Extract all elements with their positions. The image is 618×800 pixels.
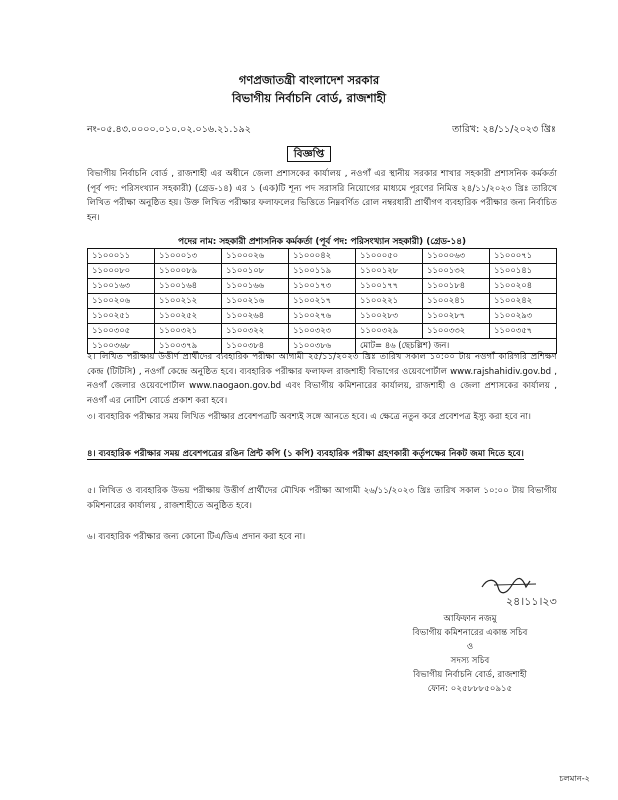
roll-cell: ১১০০২০৬ <box>88 294 155 309</box>
roll-cell: ১১০০০৮৯ <box>155 264 222 279</box>
roll-cell: ১১০০০৬৩ <box>423 249 490 264</box>
roll-cell: ১১০০৩২৩ <box>289 324 356 339</box>
roll-cell: ১১০০১৩২ <box>423 264 490 279</box>
signatory-phone: ফোন: ০২৫৮৮৮৫০৯১৫ <box>427 684 513 694</box>
roll-cell: ১১০০২২১ <box>356 294 423 309</box>
signatory-office: বিভাগীয় নির্বাচনি বোর্ড, রাজশাহী <box>413 670 527 680</box>
table-row <box>88 264 557 279</box>
roll-cell: ১১০০০৫০ <box>356 249 423 264</box>
signature-date: ২৪।১১।২৩ <box>506 595 557 608</box>
roll-cell: ১১০০১৪১ <box>490 264 557 279</box>
table-row <box>88 249 557 264</box>
roll-cell: ১১০০২১৭ <box>289 294 356 309</box>
signatory-conjunction: ও <box>466 642 474 652</box>
roll-cell: ১১০০১৭৭ <box>356 279 423 294</box>
memo-number: নং-০৫.৪৩.০০০০.০১০.০২.০১৬.২১.১৯২ <box>87 124 251 135</box>
roll-cell: ১১০০২৬৪ <box>222 309 289 324</box>
roll-cell: ১১০০৩৮৬ <box>289 339 356 354</box>
roll-cell: ১১০০৩২৯ <box>356 324 423 339</box>
roll-cell: ১১০০১৬৪ <box>155 279 222 294</box>
roll-cell: ১১০০২৭৬ <box>289 309 356 324</box>
paragraph-4 <box>87 447 557 462</box>
roll-cell: ১১০০৩৫৭ <box>490 324 557 339</box>
roll-cell: ১১০০২৮৭ <box>423 309 490 324</box>
signatory-designation-2: সদস্য সচিব <box>450 656 490 666</box>
paragraph-6: ৬। ব্যবহারিক পরীক্ষার জন্য কোনো টিএ/ডিএ প্রদান করা হবে না। <box>87 532 306 542</box>
roll-cell: ১১০০১৮৪ <box>423 279 490 294</box>
notice-date: তারিখ: ২৪/১১/২০২৩ খ্রিঃ <box>452 124 556 135</box>
paragraph-3: ৩। ব্যবহারিক পরীক্ষার সময় লিখিত পরীক্ষার প্রবেশপত্রটি অবশ্যই সঙ্গে আনতে হবে। এ ক্ষেত্রে নতুন করে প্রবেশপত্র ইস্যু করা হবে না। <box>87 412 532 422</box>
roll-cell: ১১০০২০৪ <box>490 279 557 294</box>
roll-cell: ১১০০০৮০ <box>88 264 155 279</box>
notice-title-text: বিজ্ঞপ্তি <box>287 146 332 162</box>
signatory-designation: বিভাগীয় কমিশনারের একান্ত সচিব <box>412 628 528 638</box>
paragraph-2: ২। লিখিত পরীক্ষায় উত্তীর্ণ প্রার্থীদের ব্যবহারিক পরীক্ষা আগামী ২৫/১১/২০২৩ খ্রিঃ তারিখ সকাল ১০:০০ টায় নওগাঁ কারিগরি প্রশিক্ষণ কেন্দ্র (টিটিসি) , নওগাঁ কেন্দ্রে অনুষ্ঠিত হবে। ব্যবহারিক পরীক্ষার ফলাফল রাজশাহী বিভাগের ওয়েবপোর্টাল www.rajshahidiv.gov.bd , নওগাঁ জেলার ওয়েবপোর্টাল www.naogaon.gov.bd এবং বিভাগীয় কমিশনারের কার্যালয়, রাজশাহী ও জেলা প্রশাসকের কার্যালয় , নওগাঁ এর নোটিশ বোর্ডে প্রকাশ করা হবে। <box>87 352 557 406</box>
paragraph-5: ৫। লিখিত ও ব্যবহারিক উভয় পরীক্ষায় উত্তীর্ণ প্রার্থীদের মৌখিক পরীক্ষা আগামী ২৬/১১/২০২৩ খ্রিঃ তারিখ সকাল ১০:০০ টায় বিভাগীয় কমিশনারের কার্যালয় , রাজশাহীতে অনুষ্ঠিত হবে। <box>87 486 557 511</box>
board-header: বিভাগীয় নির্বাচনি বোর্ড, রাজশাহী <box>231 91 387 105</box>
roll-cell: ১১০০১৭৩ <box>289 279 356 294</box>
roll-cell: ১১০০০৭১ <box>490 249 557 264</box>
roll-cell: ১১০০১৬৩ <box>88 279 155 294</box>
roll-cell: ১১০০১০৮ <box>222 264 289 279</box>
roll-cell: ১১০০১৬৬ <box>222 279 289 294</box>
roll-cell: ১১০০৩৬৮ <box>88 339 155 354</box>
handwritten-signature <box>476 575 566 609</box>
roll-cell: ১১০০২৪১ <box>423 294 490 309</box>
roll-cell: ১১০০২৮৩ <box>356 309 423 324</box>
roll-cell: ১১০০১১৯ <box>289 264 356 279</box>
roll-cell: ১১০০০৪২ <box>289 249 356 264</box>
signatory-name: আফিফান নজমু <box>443 614 497 624</box>
roll-cell: ১১০০৩৩২ <box>423 324 490 339</box>
signature-block <box>380 612 560 696</box>
paragraph-4-text: ৪। ব্যবহারিক পরীক্ষার সময় প্রবেশপত্রের রঙিন প্রিন্ট কপি (১ কপি) ব্যবহারিক পরীক্ষা গ্রহণকারী কর্তৃপক্ষের নিকট জমা দিতে হবে। <box>87 449 524 459</box>
roll-cell: ১১০০০১৩ <box>155 249 222 264</box>
roll-cell: ১১০০২৪২ <box>490 294 557 309</box>
roll-cell: ১১০০০১১ <box>88 249 155 264</box>
roll-cell: ১১০০৩২১ <box>155 324 222 339</box>
notice-title <box>0 147 618 164</box>
roll-cell: ১১০০৩০৫ <box>88 324 155 339</box>
roll-number-table <box>87 248 557 354</box>
roll-cell: ১১০০২৫২ <box>155 309 222 324</box>
paragraph-1: বিভাগীয় নির্বাচনি বোর্ড , রাজশাহী এর অধীনে জেলা প্রশাসকের কার্যালয় , নওগাঁ এর স্থানীয় সরকার শাখার সহকারী প্রশাসনিক কর্মকর্তা (পূর্ব পদ: পরিসংখ্যান সহকারী) (গ্রেড-১৪) এর ১ (এক)টি শূন্য পদ সরাসরি নিয়োগের মাধ্যমে পূরণের নিমিত্ত ২৪/১১/২০২৩ খ্রিঃ তারিখে লিখিত পরীক্ষা অনুষ্ঠিত হয়। উক্ত লিখিত পরীক্ষার ফলাফলের ভিত্তিতে নিম্নবর্ণিত রোল নম্বরধারী প্রার্থীগণ ব্যবহারিক পরীক্ষার জন্য নির্বাচিত হন। <box>87 169 557 223</box>
roll-cell: ১১০০২৯৩ <box>490 309 557 324</box>
table-row <box>88 279 557 294</box>
govt-header: গণপ্রজাতন্ত্রী বাংলাদেশ সরকার <box>238 73 380 87</box>
roll-total-cell: মোট= ৪৬ (ছেচল্লিশ) জন। <box>356 339 557 354</box>
roll-cell: ১১০০৩৮৪ <box>222 339 289 354</box>
roll-cell: ১১০০০২৬ <box>222 249 289 264</box>
roll-cell: ১১০০১২৮ <box>356 264 423 279</box>
roll-cell: ১১০০২৫১ <box>88 309 155 324</box>
roll-cell: ১১০০৩২২ <box>222 324 289 339</box>
table-row <box>88 294 557 309</box>
table-row <box>88 309 557 324</box>
continued-label: চলমান-২ <box>559 773 590 783</box>
table-row <box>88 324 557 339</box>
roll-cell: ১১০০৩৭৯ <box>155 339 222 354</box>
post-title: পদের নাম: সহকারী প্রশাসনিক কর্মকর্তা (পূর্ব পদ: পরিসংখ্যান সহকারী) (গ্রেড-১৪) <box>178 237 466 247</box>
roll-cell: ১১০০২১৬ <box>222 294 289 309</box>
roll-cell: ১১০০২১২ <box>155 294 222 309</box>
